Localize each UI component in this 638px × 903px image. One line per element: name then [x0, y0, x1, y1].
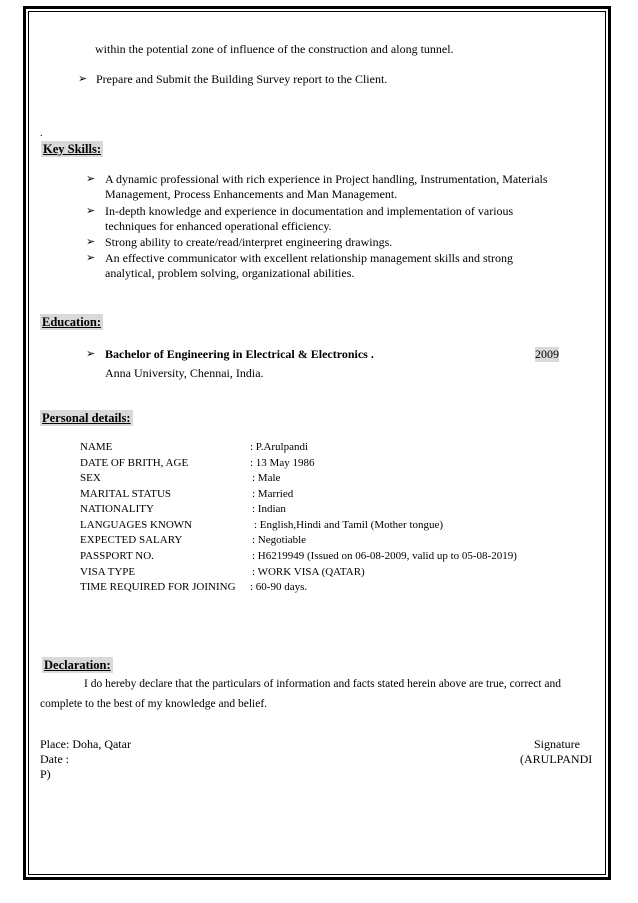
personal-value: : English,Hindi and Tamil (Mother tongue)	[254, 519, 444, 531]
personal-label: VISA TYPE	[80, 566, 136, 578]
arrow-bullet-icon: ➢	[86, 252, 96, 264]
key-skills-heading: Key Skills:	[43, 142, 101, 156]
declaration-heading: Declaration:	[44, 658, 111, 672]
skill-item-line: Strong ability to create/read/interpret engineering drawings.	[105, 235, 393, 249]
arrow-bullet-icon: ➢	[86, 205, 96, 217]
signature-label: Signature	[534, 737, 580, 751]
personal-label: SEX	[80, 472, 101, 484]
declaration-line: complete to the best of my knowledge and belief.	[40, 698, 268, 710]
skill-item-line: analytical, problem solving, organizational abilities.	[105, 266, 355, 280]
personal-label: PASSPORT NO.	[80, 550, 154, 562]
signatory-name-end: P)	[40, 767, 51, 781]
arrow-bullet-icon: ➢	[78, 73, 88, 85]
stray-dot: .	[40, 128, 43, 139]
personal-value: : WORK VISA (QATAR)	[252, 566, 365, 578]
institution: Anna University, Chennai, India.	[105, 366, 264, 380]
education-heading: Education:	[42, 315, 102, 329]
degree-year: 2009	[535, 347, 559, 361]
personal-value: : 60-90 days.	[250, 581, 308, 593]
skill-item-line: Management, Process Enhancements and Man Management.	[105, 187, 398, 201]
arrow-bullet-icon: ➢	[86, 173, 96, 185]
personal-value: : Male	[252, 472, 281, 484]
personal-label: NAME	[80, 441, 113, 453]
skill-item-line: A dynamic professional with rich experience in Project handling, Instrumentation, Materials	[105, 172, 548, 186]
personal-label: TIME REQUIRED FOR JOINING	[80, 581, 236, 593]
personal-value: : 13 May 1986	[250, 457, 315, 469]
personal-value: : P.Arulpandi	[250, 441, 309, 453]
personal-label: MARITAL STATUS	[80, 488, 172, 500]
skill-item-line: An effective communicator with excellent relationship management skills and strong	[105, 251, 513, 265]
personal-label: EXPECTED SALARY	[80, 534, 183, 546]
personal-value: : Indian	[252, 503, 286, 515]
skill-item-line: techniques for enhanced operational efficiency.	[105, 219, 332, 233]
personal-value: : H6219949 (Issued on 06-08-2009, valid up to 05-08-2019)	[252, 550, 517, 562]
signatory-name: (ARULPANDI	[520, 752, 593, 766]
degree: Bachelor of Engineering in Electrical & Electronics .	[105, 347, 374, 361]
place: Place: Doha, Qatar	[40, 737, 131, 751]
arrow-bullet-icon: ➢	[86, 236, 96, 248]
personal-label: LANGUAGES KNOWN	[80, 519, 193, 531]
arrow-bullet-icon: ➢	[86, 348, 96, 360]
skill-item-line: In-depth knowledge and experience in documentation and implementation of various	[105, 204, 514, 218]
personal-value: : Negotiable	[252, 534, 307, 546]
date-label: Date :	[40, 752, 69, 766]
intro-bullet: Prepare and Submit the Building Survey report to the Client.	[96, 72, 388, 86]
personal-label: DATE OF BRITH, AGE	[80, 457, 189, 469]
personal-details-heading: Personal details:	[42, 411, 131, 425]
personal-value: : Married	[252, 488, 294, 500]
intro-line: within the potential zone of influence of the construction and along tunnel.	[95, 42, 454, 56]
personal-label: NATIONALITY	[80, 503, 154, 515]
declaration-line: I do hereby declare that the particulars of information and facts stated herein above are true, correct and	[84, 678, 562, 690]
